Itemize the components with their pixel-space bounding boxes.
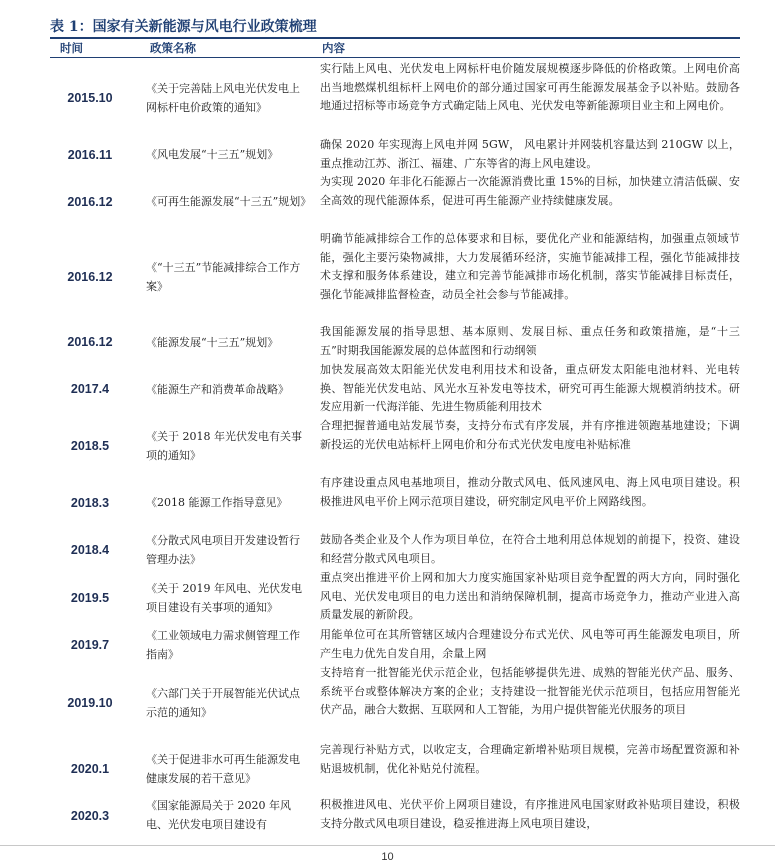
row-time: 2020.1	[70, 761, 110, 776]
row-policy: 《可再生能源发展“十三五”规划》	[146, 195, 312, 208]
row-policy: 《六部门关于开展智能光伏试点示范的通知》	[146, 686, 300, 719]
row-policy: 《风电发展“十三五”规划》	[146, 148, 279, 161]
row-time: 2018.3	[70, 495, 110, 510]
row-policy: 《关于 2018 年光伏发电有关事项的通知》	[146, 429, 302, 462]
row-time: 2018.5	[70, 438, 110, 453]
row-policy: 《2018 能源工作指导意见》	[146, 496, 288, 509]
table-row	[50, 664, 740, 741]
row-content: 积极推进风电、光伏平价上网项目建设，有序推进风电国家财政补贴项目建设，积极支持分散式风电项目建设，稳妥推进海上风电项目建设，	[320, 798, 740, 830]
table-header	[50, 39, 740, 57]
footer-rule	[0, 845, 775, 846]
header-content: 内容	[322, 41, 345, 55]
table-title: 表 1：国家有关新能源与风电行业政策梳理	[50, 19, 317, 35]
row-policy: 《“十三五”节能减排综合工作方案》	[146, 260, 301, 293]
row-content: 实行陆上风电、光伏发电上网标杆电价随发展规模逐步降低的价格政策。上网电价高出当地燃煤机组标杆上网电价的部分通过国家可再生能源发展基金予以补贴。鼓励各地通过招标等市场竞争方式确定陆上风电、光伏发电等新能源项目业主和上网电价。	[320, 62, 740, 112]
row-content: 我国能源发展的指导思想、基本原则、发展目标、重点任务和政策措施，是“十三五”时期我国能源发展的总体蓝图和行动纲领	[320, 325, 740, 357]
row-time: 2016.12	[67, 194, 113, 209]
table-row	[50, 626, 740, 664]
row-policy: 《工业领域电力需求侧管理工作指南》	[146, 629, 300, 661]
row-time: 2016.12	[67, 335, 113, 349]
table-row	[50, 569, 740, 626]
row-content: 为实现 2020 年非化石能源占一次能源消费比重 15%的目标，加快建立清洁低碳、安全高效的现代能源体系，促进可再生能源产业持续健康发展。	[320, 175, 740, 207]
row-content: 确保 2020 年实现海上风电并网 5GW， 风电累计并网装机容量达到 210GW 以上，重点推动江苏、浙江、福建、广东等省的海上风电建设。	[320, 138, 740, 170]
row-time: 2016.11	[67, 147, 113, 162]
row-time: 2015.10	[67, 91, 113, 105]
page-number: 10	[381, 851, 394, 863]
table-row	[50, 60, 740, 136]
table-row	[50, 531, 740, 569]
table-row	[50, 323, 740, 361]
table-row	[50, 796, 740, 836]
row-content: 明确节能减排综合工作的总体要求和目标，要优化产业和能源结构，加强重点领域节能，强化主要污染物减排，大力发展循环经济，实施节能减排工程，强化节能减排技术支撑和服务体系建设，建立和完善节能减排市场化机制，落实节能减排目标责任，强化节能减排监督检查，动员全社会参与节能减排。	[320, 232, 740, 301]
row-content: 完善现行补贴方式，以收定支，合理确定新增补贴项目规模，完善市场配置资源和补贴退坡机制，优化补贴兑付流程。	[320, 743, 740, 775]
table-row	[50, 173, 740, 230]
row-content: 加快发展高效太阳能光伏发电利用技术和设备，重点研发太阳能电池材料、光电转换、智能光伏发电站、风光水互补发电等技术，研究可再生能源大规模消纳技术。研发应用新一代海洋能、先进生物质能利用技术	[320, 363, 740, 413]
table-row	[50, 230, 740, 323]
row-content: 用能单位可在其所管辖区域内合理建设分布式光伏、风电等可再生能源发电项目，所产生电力优先自发自用，余量上网	[320, 628, 740, 660]
table-row	[50, 361, 740, 417]
table-body	[50, 60, 740, 836]
row-policy: 《关于 2019 年风电、光伏发电项目建设有关事项的通知》	[146, 581, 302, 614]
row-policy: 《关于完善陆上风电光伏发电上网标杆电价政策的通知》	[146, 82, 300, 114]
table-header-rule	[50, 57, 740, 58]
row-policy: 《能源生产和消费革命战略》	[146, 382, 289, 396]
row-policy: 《关于促进非水可再生能源发电健康发展的若干意见》	[146, 752, 300, 785]
row-time: 2017.4	[70, 382, 110, 396]
row-time: 2019.5	[70, 590, 110, 605]
row-policy: 《国家能源局关于 2020 年风电、光伏发电项目建设有	[146, 799, 291, 831]
header-policy: 政策名称	[150, 41, 196, 55]
table-row	[50, 474, 740, 531]
row-time: 2018.4	[70, 543, 110, 557]
row-content: 重点突出推进平价上网和加大力度实施国家补贴项目竞争配置的两大方向，同时强化风电、光伏发电项目的电力送出和消纳保障机制，提高市场竞争力，推动产业进入高质量发展的新阶段。	[320, 571, 740, 621]
header-time: 时间	[60, 41, 83, 55]
row-time: 2016.12	[67, 269, 113, 284]
row-policy: 《分散式风电项目开发建设暂行管理办法》	[146, 534, 300, 566]
row-time: 2019.10	[67, 695, 113, 710]
row-time: 2019.7	[70, 638, 110, 652]
row-policy: 《能源发展“十三五”规划》	[146, 335, 279, 349]
row-content: 鼓励各类企业及个人作为项目单位，在符合土地利用总体规划的前提下，投资、建设和经营分散式风电项目。	[320, 533, 740, 565]
table-row	[50, 136, 740, 173]
row-content: 合理把握普通电站发展节奏，支持分布式有序发展，并有序推进领跑基地建设；下调新投运的光伏电站标杆上网电价和分布式光伏发电度电补贴标准	[320, 419, 740, 451]
row-content: 有序建设重点风电基地项目，推动分散式风电、低风速风电、海上风电项目建设。积极推进风电平价上网示范项目建设，研究制定风电平价上网路线图。	[320, 476, 740, 508]
table-row	[50, 741, 740, 796]
row-time: 2020.3	[70, 809, 110, 823]
row-content: 支持培育一批智能光伏示范企业，包括能够提供先进、成熟的智能光伏产品、服务、系统平台或整体解决方案的企业；支持建设一批智能光伏示范项目，包括应用智能光伏产品，融合大数据、互联网和人工智能，为用户提供智能光伏服务的项目	[320, 666, 740, 716]
table-row	[50, 417, 740, 474]
